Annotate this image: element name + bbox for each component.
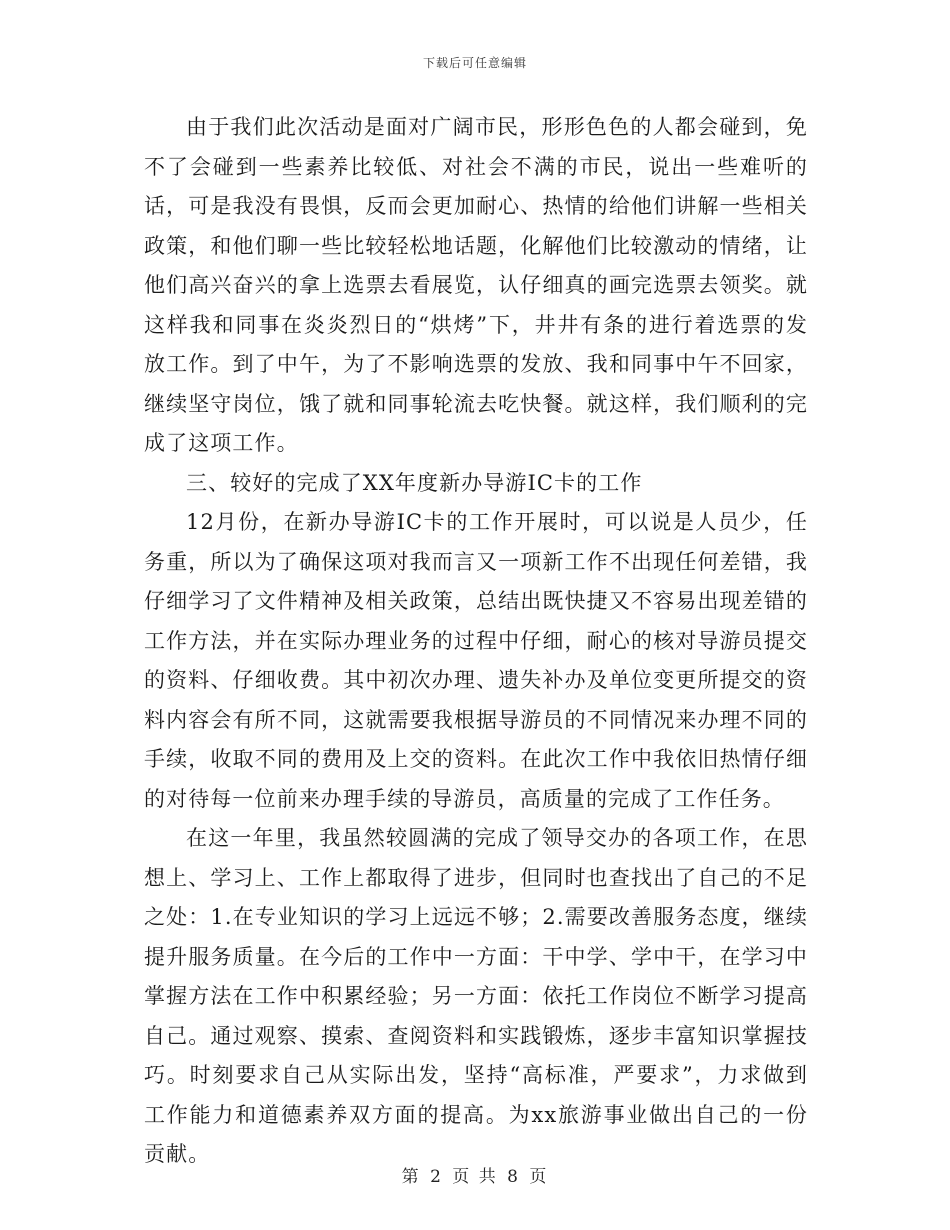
section-heading-ic-card: 三、较好的完成了XX年度新办导游IC卡的工作 — [186, 470, 643, 495]
page-prefix: 第 — [401, 1167, 421, 1187]
paragraph-year-summary: 在这一年里，我虽然较圆满的完成了领导交办的各项工作，在思想上、学习上、工作上都取得了进步，但同时也查找出了自己的不足之处：1.在专业知识的学习上远远不够；2.需要改善服务态度，继续提升服务质量。在今后的工作中一方面：干中学、学中干，在学习中掌握方法在工作中积累经验；另一方面：依托工作岗位不断学习提高自己。通过观察、摸索、查阅资料和实践锻炼，逐步丰富知识掌握技巧。时刻要求自己从实际出发，坚持“高标准，严要求”，力求做到工作能力和道德素养双方面的提高。为xx旅游事业做出自己的一份贡献。 — [144, 826, 808, 1166]
page-suffix: 页 — [529, 1167, 549, 1187]
page-header-note: 下载后可任意编辑 — [422, 56, 527, 70]
document-body — [144, 108, 808, 1175]
page-current: 2 — [430, 1167, 443, 1187]
page-total: 8 — [507, 1167, 520, 1187]
paragraph-ic-card-work: 12月份，在新办导游IC卡的工作开展时，可以说是人员少，任务重，所以为了确保这项对我而言又一项新工作不出现任何差错，我仔细学习了文件精神及相关政策，总结出既快捷又不容易出现差错的工作方法，并在实际办理业务的过程中仔细，耐心的核对导游员提交的资料、仔细收费。其中初次办理、遗失补办及单位变更所提交的资料内容会有所不同，这就需要我根据导游员的不同情况来办理不同的手续，收取不同的费用及上交的资料。在此次工作中我依旧热情仔细的对待每一位前来办理手续的导游员，高质量的完成了工作任务。 — [144, 510, 808, 811]
paragraph-event-duty: 由于我们此次活动是面对广阔市民，形形色色的人都会碰到，免不了会碰到一些素养比较低、对社会不满的市民，说出一些难听的话，可是我没有畏惧，反而会更加耐心、热情的给他们讲解一些相关政策，和他们聊一些比较轻松地话题，化解他们比较激动的情绪，让他们高兴奋兴的拿上选票去看展览，认仔细真的画完选票去领奖。就这样我和同事在炎炎烈日的“烘烤”下，井井有条的进行着选票的发放工作。到了中午，为了不影响选票的发放、我和同事中午不回家，继续坚守岗位，饿了就和同事轮流去吃快餐。就这样，我们顺利的完成了这项工作。 — [144, 115, 808, 455]
page-number-footer — [0, 1162, 950, 1187]
page-mid: 页 共 — [452, 1167, 498, 1187]
